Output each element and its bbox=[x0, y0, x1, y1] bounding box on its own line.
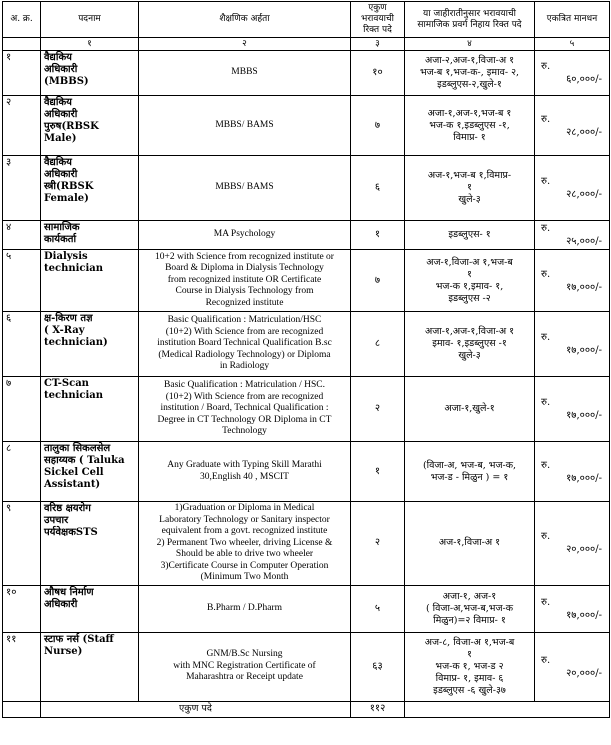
post-name-cell bbox=[41, 250, 139, 312]
qualification-line: 10+2 with Science from recognized institute or bbox=[155, 251, 334, 262]
header-sr: अ. क्र. bbox=[3, 2, 41, 38]
post-name-cell bbox=[41, 632, 139, 701]
qualification-cell bbox=[139, 585, 351, 632]
posts-cell: ७ bbox=[351, 96, 405, 156]
category-line: मिळुन)=२ विमाप्र- १ bbox=[433, 614, 506, 626]
column-number: ४ bbox=[405, 38, 535, 51]
post-name-cell bbox=[41, 156, 139, 221]
post-name-cell bbox=[41, 51, 139, 96]
post-name-line: Sickel Cell bbox=[44, 467, 104, 478]
qualification-line: GNM/B.Sc Nursing bbox=[206, 649, 283, 660]
posts-cell: ६ bbox=[351, 156, 405, 221]
salary-line: १७,०००/- bbox=[566, 472, 602, 484]
post-name-line: उपचार bbox=[44, 515, 69, 526]
category-cell bbox=[405, 51, 535, 96]
posts-cell: ५ bbox=[351, 585, 405, 632]
category-line: इडब्लुएस- १ bbox=[448, 229, 491, 240]
column-number-row bbox=[3, 38, 610, 51]
salary-line: २०,०००/- bbox=[566, 667, 602, 679]
salary-line: २८,०००/- bbox=[566, 189, 602, 200]
category-cell bbox=[405, 442, 535, 502]
category-cell bbox=[405, 585, 535, 632]
header-category: या जाहीरातीनुसार भरावयाची सामाजिक प्रवर्ग निहाय रिक्त पदे bbox=[405, 2, 535, 38]
sr-cell: ६ bbox=[3, 312, 41, 377]
category-line: इडब्लुएस -६ खुले-३७ bbox=[433, 684, 506, 696]
category-line: खुले-३ bbox=[458, 350, 481, 361]
salary-cell bbox=[535, 442, 610, 502]
posts-cell: २ bbox=[351, 502, 405, 586]
sr-cell: ९ bbox=[3, 502, 41, 586]
qualification-cell bbox=[139, 221, 351, 250]
qualification-line: 30,English 40 , MSCIT bbox=[200, 471, 289, 482]
sr-cell: ११ bbox=[3, 632, 41, 701]
qualification-line: 2) Permanent Two wheeler, driving License & bbox=[156, 537, 333, 548]
category-line: भज-क १,इडब्लुएस -१, bbox=[429, 119, 510, 131]
qualification-cell bbox=[139, 632, 351, 701]
qualification-cell bbox=[139, 156, 351, 221]
column-number: ३ bbox=[351, 38, 405, 51]
qualification-line: Laboratory Technology or Sanitary inspector bbox=[159, 514, 330, 525]
sr-cell: ५ bbox=[3, 250, 41, 312]
header-salary: एकत्रित मानधन bbox=[535, 2, 610, 38]
qualification-cell bbox=[139, 442, 351, 502]
sr-cell: ३ bbox=[3, 156, 41, 221]
salary-line: रु. bbox=[541, 596, 551, 608]
post-name-line: वैद्यकिय bbox=[44, 157, 72, 168]
total-empty-right bbox=[405, 701, 610, 717]
header-total-posts: एकुण भरावयाची रिक्त पदे bbox=[351, 2, 405, 38]
salary-line: २५,०००/- bbox=[566, 236, 602, 247]
post-name-line: स्त्री(RBSK bbox=[44, 181, 94, 192]
post-name-line: Female) bbox=[44, 193, 89, 204]
qualification-line: Basic Qualification : Matriculation/HSC bbox=[167, 315, 322, 326]
total-row bbox=[3, 701, 610, 717]
category-cell bbox=[405, 156, 535, 221]
post-name-cell bbox=[41, 442, 139, 502]
category-line: विमाप्र- १, इमाव- ६ bbox=[435, 672, 504, 684]
qualification-line: MBBS/ BAMS bbox=[215, 182, 274, 193]
salary-line: २८,०००/- bbox=[566, 126, 602, 138]
table-row bbox=[3, 377, 610, 442]
category-line: अज-८, विजा-अ १,भज-ब bbox=[424, 636, 515, 648]
category-line: विमाप्र- १ bbox=[453, 131, 486, 143]
sr-cell: १० bbox=[3, 585, 41, 632]
table-row bbox=[3, 156, 610, 221]
qualification-cell bbox=[139, 250, 351, 312]
salary-line: रु. bbox=[541, 654, 551, 666]
category-line: इडब्लुएस -२ bbox=[448, 292, 491, 304]
header-qualification: शैक्षणिक अर्हता bbox=[139, 2, 351, 38]
qualification-line: MA Psychology bbox=[213, 229, 276, 240]
sr-cell: ८ bbox=[3, 442, 41, 502]
sr-cell: ४ bbox=[3, 221, 41, 250]
sr-cell: ७ bbox=[3, 377, 41, 442]
qualification-line: institution Board Technical Qualification B.sc bbox=[157, 338, 332, 349]
qualification-line: Should be able to drive two wheeler bbox=[175, 549, 314, 559]
qualification-line: Degree in CT Technology OR Diploma in CT bbox=[157, 414, 332, 425]
column-number: १ bbox=[41, 38, 139, 51]
category-line: भज-ब १,भज-क-, इमाव- २, bbox=[419, 67, 520, 78]
qualification-cell bbox=[139, 51, 351, 96]
qualification-line: 1)Graduation or Diploma in Medical bbox=[174, 503, 315, 513]
qualification-line: in Radiology bbox=[219, 361, 270, 372]
table-row bbox=[3, 96, 610, 156]
category-line: अजा-१,खुले-१ bbox=[444, 403, 495, 414]
salary-line: रु. bbox=[541, 459, 551, 471]
post-name-line: technician bbox=[44, 263, 104, 274]
salary-cell bbox=[535, 156, 610, 221]
qualification-line: Maharashtra or Receipt update bbox=[186, 672, 303, 683]
total-value: ११२ bbox=[351, 701, 405, 717]
salary-cell bbox=[535, 96, 610, 156]
category-line: (विजा-अ, भज-ब, भज-क, bbox=[422, 459, 517, 471]
qualification-line: institution / Board, Technical Qualification : bbox=[160, 403, 329, 414]
post-name-line: अधिकारी bbox=[44, 109, 78, 120]
post-name-cell bbox=[41, 502, 139, 586]
salary-line: ६०,०००/- bbox=[566, 74, 602, 85]
qualification-line: Recognized institute bbox=[205, 297, 284, 308]
post-name-line: Dialysis bbox=[44, 251, 88, 262]
posts-cell: १ bbox=[351, 221, 405, 250]
table-row bbox=[3, 51, 610, 96]
table-row bbox=[3, 632, 610, 701]
total-label: एकुण पदे bbox=[41, 701, 351, 717]
post-name-line: तालुका सिकलसेल bbox=[44, 443, 111, 454]
post-name-line: Assistant) bbox=[44, 479, 101, 490]
category-line: अजा-१,अज-१,विजा-अ १ bbox=[424, 326, 515, 337]
qualification-line: 3)Certificate Course in Computer Operation bbox=[160, 560, 329, 571]
post-name-line: Male) bbox=[44, 133, 77, 144]
table-row bbox=[3, 312, 610, 377]
category-cell bbox=[405, 377, 535, 442]
table-row bbox=[3, 502, 610, 586]
post-name-cell bbox=[41, 96, 139, 156]
category-line: अजा-१,अज-१,भज-ब १ bbox=[427, 107, 512, 119]
qualification-line: (10+2) With Science from are recognized bbox=[165, 391, 324, 402]
table-body bbox=[3, 51, 610, 702]
category-line: इडब्लुएस-२,खुले-१ bbox=[437, 79, 502, 90]
category-line: अज-१,भज-ब १,विमाप्र- bbox=[427, 170, 512, 181]
category-line: भज-ड - मिळुन ) = १ bbox=[430, 471, 509, 483]
qualification-line: Course in Dialysis Technology from bbox=[175, 286, 314, 297]
salary-cell bbox=[535, 250, 610, 312]
post-name-line: CT-Scan bbox=[44, 378, 89, 389]
qualification-cell bbox=[139, 96, 351, 156]
qualification-line: (10+2) With Science from are recognized bbox=[165, 326, 324, 337]
table-row bbox=[3, 585, 610, 632]
qualification-line: MBBS bbox=[231, 67, 258, 78]
post-name-cell bbox=[41, 585, 139, 632]
qualification-line: Basic Qualification : Matriculation / HSC. bbox=[164, 380, 325, 391]
qualification-line: B.Pharm / D.Pharm bbox=[207, 602, 282, 613]
category-line: अजा-२,अज-१,विजा-अ १ bbox=[424, 55, 515, 66]
post-name-line: Nurse) bbox=[44, 645, 83, 657]
post-name-line: स्टाफ नर्स (Staff bbox=[44, 633, 114, 645]
table-row bbox=[3, 221, 610, 250]
column-number: ५ bbox=[535, 38, 610, 51]
salary-line: रु. bbox=[541, 176, 551, 187]
post-name-line: अधिकारी bbox=[44, 598, 78, 610]
salary-cell bbox=[535, 51, 610, 96]
qualification-line: equivalent from a govt. recognized institute bbox=[161, 526, 328, 536]
post-name-line: पुरुष(RBSK bbox=[44, 121, 99, 132]
qualification-line: Board & Diploma in Dialysis Technology bbox=[165, 263, 324, 274]
category-cell bbox=[405, 221, 535, 250]
qualification-line: from recognized institute OR Certificate bbox=[167, 274, 322, 285]
qualification-line: MBBS/ BAMS bbox=[215, 119, 274, 130]
category-line: इमाव- १,इडब्लुएस -१ bbox=[432, 338, 507, 349]
post-name-cell bbox=[41, 312, 139, 377]
category-line: अजा-१, अज-१ bbox=[442, 590, 497, 602]
total-empty bbox=[3, 701, 41, 717]
qualification-line: (Minimum Two Month bbox=[200, 572, 289, 582]
salary-line: १७,०००/- bbox=[566, 345, 602, 356]
posts-cell: ८ bbox=[351, 312, 405, 377]
post-name-line: सहाय्यक ( Taluka bbox=[44, 455, 125, 466]
salary-line: १७,०००/- bbox=[566, 410, 602, 421]
category-line: भज-क १,इमाव- १, bbox=[435, 280, 504, 292]
category-line: अज-१,विजा-अ १ bbox=[438, 537, 501, 549]
post-name-line: अधिकारी bbox=[44, 64, 78, 75]
salary-line: १७,०००/- bbox=[566, 609, 602, 621]
post-name-cell bbox=[41, 377, 139, 442]
category-cell bbox=[405, 250, 535, 312]
category-line: ( विजा-अ,भज-ब,भज-क bbox=[425, 602, 514, 614]
qualification-cell bbox=[139, 312, 351, 377]
qualification-cell bbox=[139, 502, 351, 586]
post-name-line: ( X-Ray bbox=[44, 325, 85, 336]
post-name-line: क्ष-किरण तज्ञ bbox=[44, 313, 93, 324]
post-name-line: पर्यवेक्षकSTS bbox=[44, 527, 98, 538]
salary-line: रु. bbox=[541, 531, 551, 543]
post-name-line: सामाजिक bbox=[44, 222, 80, 233]
category-cell bbox=[405, 502, 535, 586]
qualification-line: Technology bbox=[222, 426, 267, 437]
salary-line: २०,०००/- bbox=[566, 544, 602, 556]
salary-line: रु. bbox=[541, 332, 551, 343]
qualification-line: with MNC Registration Certificate of bbox=[173, 660, 316, 671]
posts-cell: १ bbox=[351, 442, 405, 502]
header-row bbox=[3, 2, 610, 38]
post-name-line: अधिकारी bbox=[44, 169, 78, 180]
salary-cell bbox=[535, 312, 610, 377]
category-line: १ bbox=[467, 648, 472, 660]
qualification-line: Any Graduate with Typing Skill Marathi bbox=[167, 460, 322, 470]
post-name-line: (MBBS) bbox=[44, 76, 89, 87]
salary-line: रु. bbox=[541, 397, 551, 408]
post-name-line: technician) bbox=[44, 337, 108, 348]
posts-cell: २ bbox=[351, 377, 405, 442]
salary-line: रु. bbox=[541, 268, 551, 280]
category-line: अज-१,विजा-अ १,भज-ब bbox=[426, 256, 513, 268]
sr-cell: २ bbox=[3, 96, 41, 156]
category-cell bbox=[405, 96, 535, 156]
salary-cell bbox=[535, 585, 610, 632]
post-name-line: वरिष्ठ क्षयरोग bbox=[44, 503, 91, 514]
salary-cell bbox=[535, 221, 610, 250]
qualification-line: (Medical Radiology Technology) or Diploma bbox=[158, 349, 331, 360]
post-name-line: technician bbox=[44, 390, 104, 401]
qualification-cell bbox=[139, 377, 351, 442]
category-cell bbox=[405, 312, 535, 377]
post-name-line: वैद्यकिय bbox=[44, 52, 72, 63]
post-name-cell bbox=[41, 221, 139, 250]
column-number: २ bbox=[139, 38, 351, 51]
posts-cell: ६३ bbox=[351, 632, 405, 701]
table-row bbox=[3, 250, 610, 312]
category-line: भज-क १, भज-ड २ bbox=[435, 660, 504, 672]
sr-cell: १ bbox=[3, 51, 41, 96]
salary-line: रु. bbox=[541, 61, 551, 72]
category-line: खुले-३ bbox=[458, 194, 481, 205]
recruitment-table bbox=[2, 1, 610, 718]
post-name-line: कार्यकर्ता bbox=[44, 234, 77, 245]
salary-line: रु. bbox=[541, 223, 551, 234]
salary-cell bbox=[535, 377, 610, 442]
salary-line: १७,०००/- bbox=[566, 281, 602, 293]
salary-cell bbox=[535, 632, 610, 701]
category-cell bbox=[405, 632, 535, 701]
category-line: १ bbox=[467, 268, 472, 280]
header-post: पदनाम bbox=[41, 2, 139, 38]
salary-line: रु. bbox=[541, 113, 551, 125]
category-line: १ bbox=[467, 182, 472, 193]
posts-cell: १० bbox=[351, 51, 405, 96]
table-row bbox=[3, 442, 610, 502]
salary-cell bbox=[535, 502, 610, 586]
post-name-line: औषध निर्माण bbox=[44, 586, 94, 598]
column-number-empty bbox=[3, 38, 41, 51]
post-name-line: वैद्यकिय bbox=[44, 97, 72, 108]
posts-cell: ७ bbox=[351, 250, 405, 312]
